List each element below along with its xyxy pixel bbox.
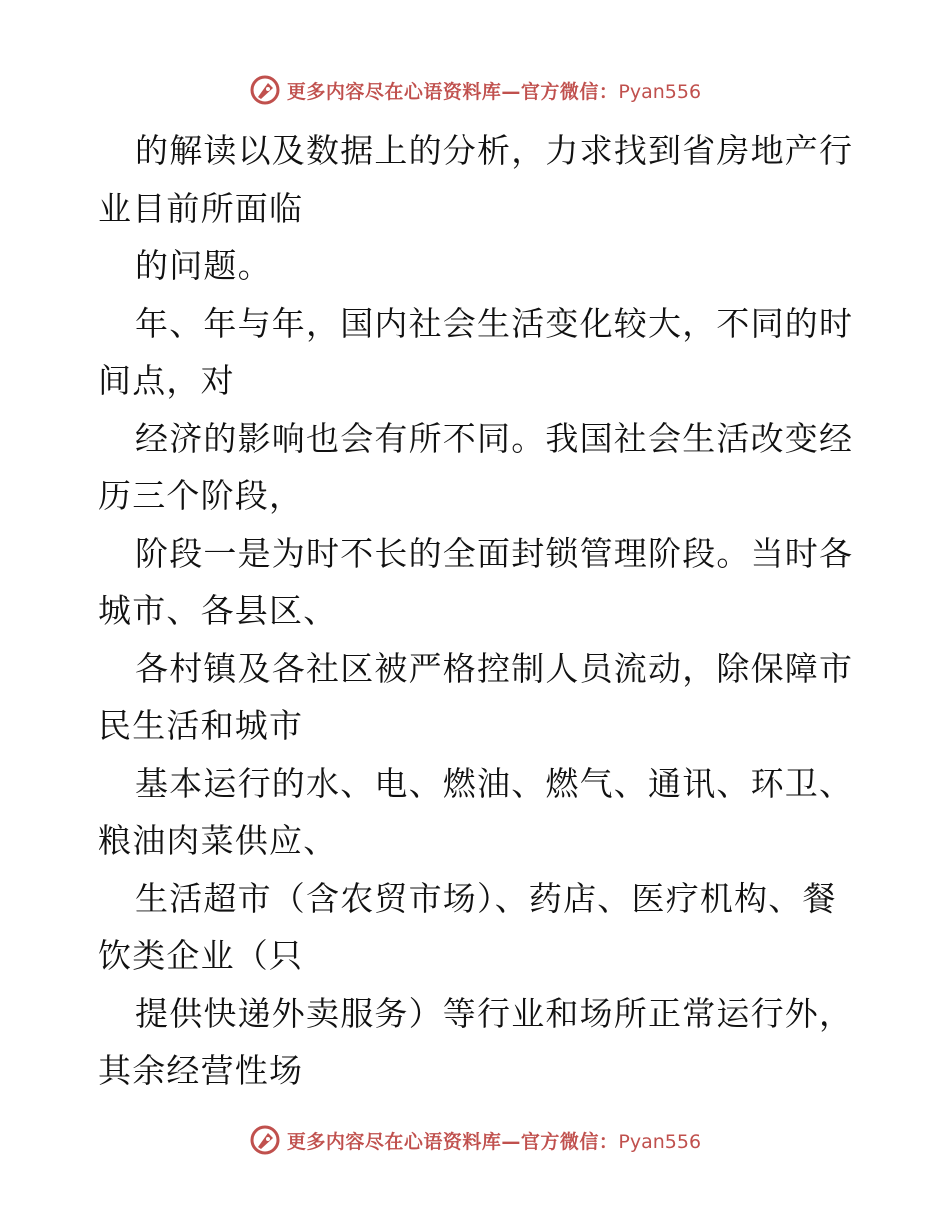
paragraph-line: 各村镇及各社区被严格控制人员流动，除保障市民生活和城市 bbox=[98, 648, 854, 745]
paragraph-line: 年、年与年，国内社会生活变化较大，不同的时间点，对 bbox=[98, 303, 854, 400]
paragraph-line: 基本运行的水、电、燃油、燃气、通讯、环卫、粮油肉菜供应、 bbox=[98, 763, 854, 860]
document-body bbox=[98, 122, 858, 1100]
footer-brand-text: 更多内容尽在心语资料库—官方微信： bbox=[286, 1130, 619, 1153]
footer-wechat-id: Pyan556 bbox=[618, 1130, 702, 1153]
pen-nib-logo-icon bbox=[249, 74, 281, 106]
paragraph-line: 阶段一是为时不长的全面封锁管理阶段。当时各城市、各县区、 bbox=[98, 533, 854, 630]
pen-nib-logo-icon bbox=[249, 1124, 281, 1156]
header-banner bbox=[0, 70, 950, 110]
paragraph-line: 的问题。 bbox=[135, 246, 272, 285]
footer-banner bbox=[0, 1120, 950, 1160]
paragraph-line: 经济的影响也会有所不同。我国社会生活改变经历三个阶段， bbox=[98, 418, 854, 515]
footer-brand bbox=[287, 1127, 701, 1154]
header-brand bbox=[287, 77, 701, 104]
header-brand-text: 更多内容尽在心语资料库—官方微信： bbox=[286, 80, 619, 103]
header-wechat-id: Pyan556 bbox=[618, 80, 702, 103]
paragraph-line: 提供快递外卖服务）等行业和场所正常运行外，其余经营性场 bbox=[98, 993, 854, 1090]
paragraph-line: 生活超市（含农贸市场）、药店、医疗机构、餐饮类企业（只 bbox=[98, 878, 837, 975]
paragraph-line: 的解读以及数据上的分析，力求找到省房地产行业目前所面临 bbox=[98, 131, 854, 228]
